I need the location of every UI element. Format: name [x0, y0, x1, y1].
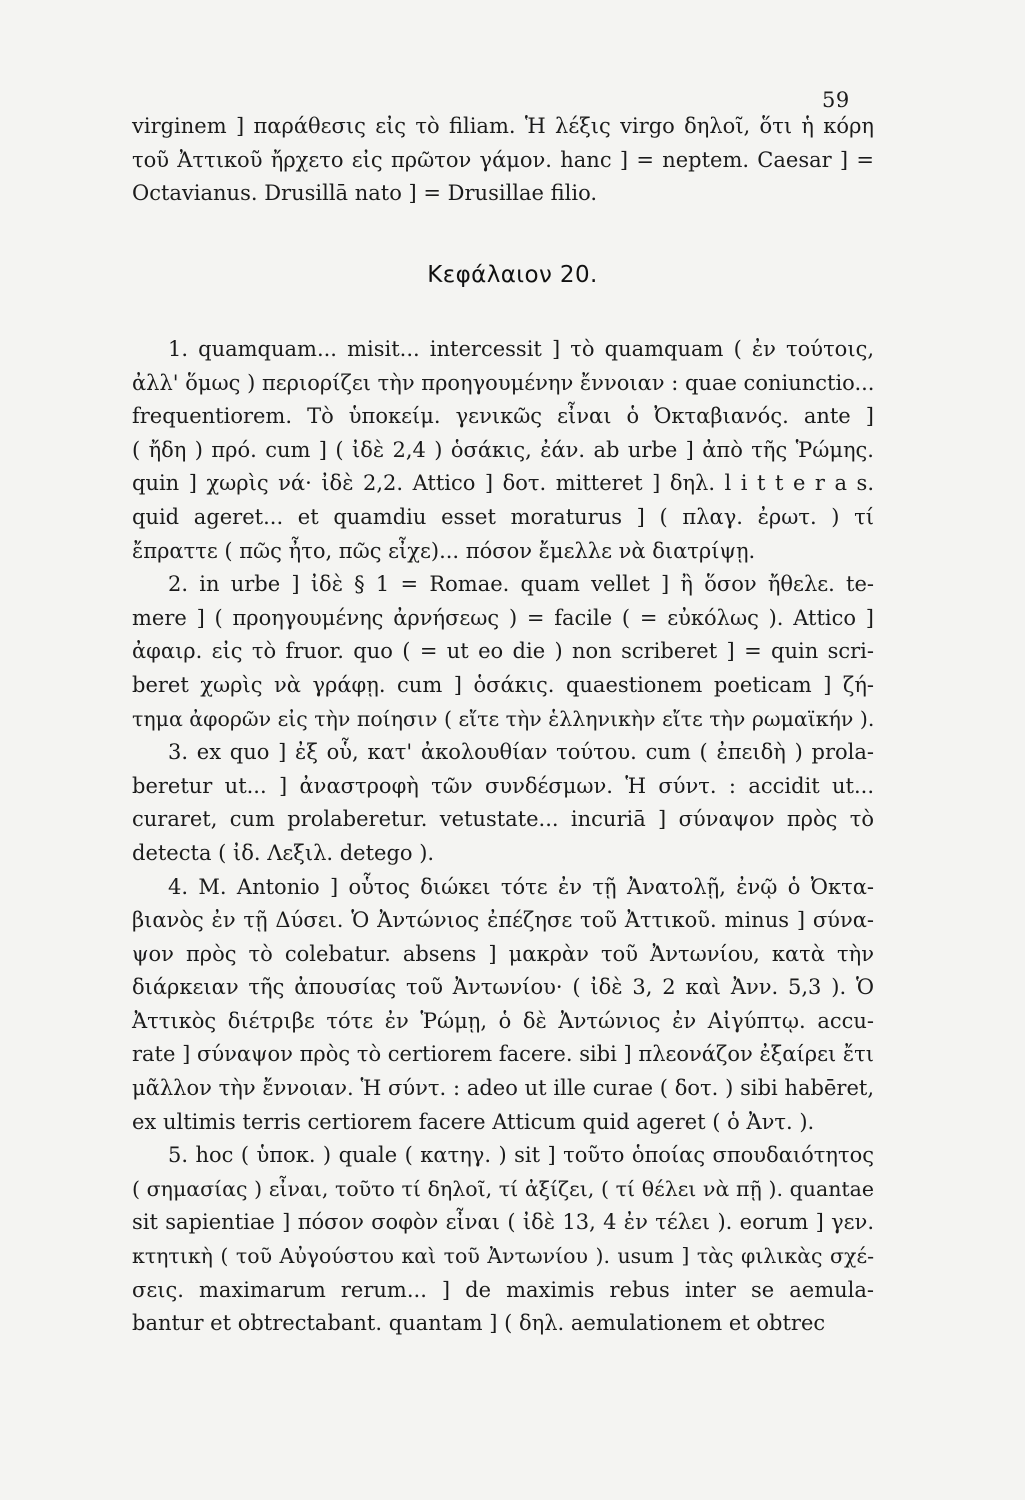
text-line: μᾶλλον τὴν ἔννοιαν. Ἡ σύντ. : adeo ut ille curae ( δοτ. ) sibi habēret, — [132, 1076, 874, 1101]
text-line: τοῦ Ἀττικοῦ ἤρχετο εἰς πρῶτον γάμον. hanc ] = neptem. Caesar ] = — [132, 147, 874, 172]
page-number: 59 — [822, 88, 850, 112]
commentary-body — [132, 333, 874, 1341]
text-line: Ἀττικὸς διέτριβε τότε ἐν Ῥώμῃ, ὁ δὲ Ἀντώνιος ἐν Αἰγύπτῳ. accu- — [132, 1008, 874, 1033]
text-line: ἔπραττε ( πῶς ἦτο, πῶς εἶχε)... πόσον ἔμελλε νὰ διατρίψῃ. — [132, 538, 756, 563]
text-line: σεις. maximarum rerum... ] de maximis rebus inter se aemula- — [132, 1277, 874, 1302]
text-line: ex ultimis terris certiorem facere Atticum quid ageret ( ὁ Ἀντ. ). — [132, 1109, 815, 1134]
text-line: ( ἤδη ) πρό. cum ] ( ἰδὲ 2,4 ) ὁσάκις, ἐάν. ab urbe ] ἀπὸ τῆς Ῥώμης. — [132, 437, 874, 462]
chapter-heading: Κεφάλαιον 20. — [427, 262, 598, 288]
text-line: κτητικὴ ( τοῦ Αὐγούστου καὶ τοῦ Ἀντωνίου ). usum ] τὰς φιλικὰς σχέ- — [132, 1244, 874, 1269]
text-line: bantur et obtrectabant. quantam ] ( δηλ. aemulationem et obtrec — [132, 1311, 826, 1336]
text-line: ἀλλ' ὅμως ) περιορίζει τὴν προηγουμένην ἔννοιαν : quae coniunctio... — [132, 370, 875, 395]
text-line: 5. hoc ( ὑποκ. ) quale ( κατηγ. ) sit ] τοῦτο ὁποίας σπουδαιότητος — [168, 1143, 874, 1168]
text-line: 2. in urbe ] ἰδὲ § 1 = Romae. quam vellet ] ἢ ὅσον ἤθελε. te- — [168, 572, 874, 597]
text-line: detecta ( ἰδ. Λεξιλ. detego ). — [132, 840, 435, 865]
text-line: quin ] χωρὶς νά· ἰδὲ 2,2. Attico ] δοτ. mitteret ] δηλ. l i t t e r a s. — [132, 471, 874, 496]
text-line: διάρκειαν τῆς ἀπουσίας τοῦ Ἀντωνίου· ( ἰδὲ 3, 2 καὶ Ἀνν. 5,3 ). Ὁ — [132, 975, 874, 1000]
text-line: 4. M. Antonio ] οὗτος διώκει τότε ἐν τῇ Ἀνατολῇ, ἐνῷ ὁ Ὀκτα- — [168, 874, 874, 899]
text-line: beret χωρὶς νὰ γράφῃ. cum ] ὁσάκις. quaestionem poeticam ] ζή- — [132, 672, 874, 697]
text-line: sit sapientiae ] πόσον σοφὸν εἶναι ( ἰδὲ 13, 4 ἐν τέλει ). eorum ] γεν. — [132, 1210, 874, 1235]
text-line: 1. quamquam... misit... intercessit ] τὸ quamquam ( ἐν τούτοις, — [168, 337, 874, 361]
text-line: ἀφαιρ. εἰς τὸ fruor. quo ( = ut eo die ) non scriberet ] = quin scri- — [132, 639, 874, 664]
text-line: quid ageret... et quamdiu esset moraturus ] ( πλαγ. ἐρωτ. ) τί — [132, 504, 874, 529]
text-line: rate ] σύναψον πρὸς τὸ certiorem facere. sibi ] πλεονάζον ἐξαίρει ἔτι — [132, 1042, 874, 1067]
text-line: Octavianus. Drusillā nato ] = Drusillae filio. — [132, 181, 598, 206]
text-line: frequentiorem. Τὸ ὑποκείμ. γενικῶς εἶναι ὁ Ὀκταβιανός. ante ] — [132, 404, 874, 429]
text-line: curaret, cum prolaberetur. vetustate... incuriā ] σύναψον πρὸς τὸ — [132, 807, 874, 832]
intro-paragraph — [132, 110, 874, 211]
text-line: βιανὸς ἐν τῇ Δύσει. Ὁ Ἀντώνιος ἐπέζησε τοῦ Ἀττικοῦ. minus ] σύνα- — [132, 908, 874, 933]
text-line: mere ] ( προηγουμένης ἀρνήσεως ) = facile ( = εὐκόλως ). Attico ] — [132, 605, 874, 630]
text-line: ψον πρὸς τὸ colebatur. absens ] μακρὰν τοῦ Ἀντωνίου, κατὰ τὴν — [132, 941, 874, 966]
text-line: 3. ex quo ] ἐξ οὗ, κατ' ἀκολουθίαν τούτου. cum ( ἐπειδὴ ) prola- — [168, 740, 874, 765]
text-line: virginem ] παράθεσις εἰς τὸ filiam. Ἡ λέξις virgo δηλοῖ, ὅτι ἡ κόρη — [132, 114, 874, 138]
text-line: ( σημασίας ) εἶναι, τοῦτο τί δηλοῖ, τί ἀξίζει, ( τί θέλει νὰ πῇ ). quantae — [132, 1176, 874, 1201]
text-line: τημα ἀφορῶν εἰς τὴν ποίησιν ( εἴτε τὴν ἑλληνικὴν εἴτε τὴν ρωμαϊκήν ). — [132, 706, 875, 731]
text-line: beretur ut... ] ἀναστροφὴ τῶν συνδέσμων. Ἡ σύντ. : accidit ut... — [132, 773, 874, 798]
